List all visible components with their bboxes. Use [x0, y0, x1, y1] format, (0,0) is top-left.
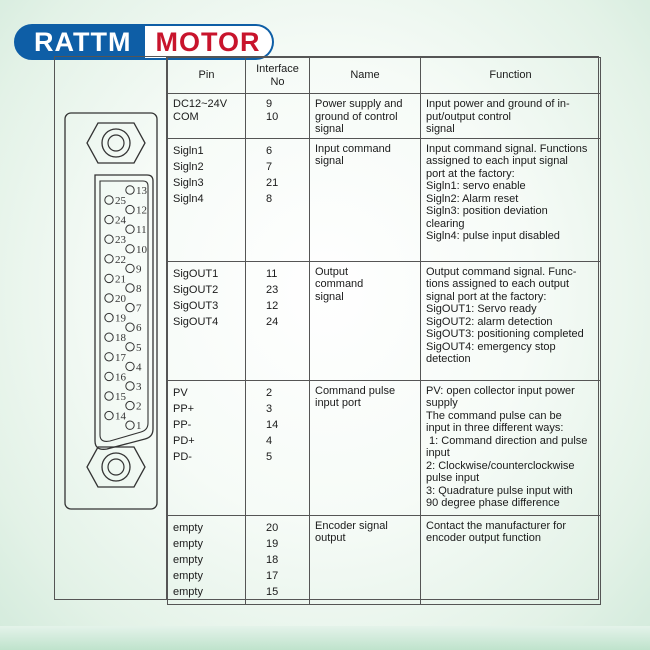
- pin-cell-item: DC12~24V: [173, 98, 228, 110]
- connector-pin-label: 24: [115, 214, 126, 227]
- function-line: pulse input: [426, 472, 480, 484]
- pin-cell-item: Sigln2: [173, 160, 204, 173]
- interface-no-cell-item: 11: [266, 267, 278, 280]
- interface-no-cell-item: 24: [266, 315, 279, 328]
- connector-pin-label: 12: [136, 204, 147, 217]
- name-cell: Input command signal: [310, 138, 421, 261]
- connector-pin-label: 8: [136, 283, 142, 295]
- connector-pin-label: 3: [136, 381, 142, 393]
- connector-pin-label: 6: [136, 322, 142, 335]
- connector-pin-label: 16: [115, 371, 126, 384]
- interface-no-cell: [246, 94, 310, 139]
- brand-logo-rattm: RATTM: [14, 24, 145, 60]
- interface-no-cell-item: 6: [266, 144, 273, 157]
- connector-pin-label: 17: [115, 351, 126, 364]
- connector-pin: [105, 333, 113, 341]
- interface-no-cell-item: 19: [266, 537, 279, 550]
- function-line: SigOUT3: positioning completed: [426, 328, 584, 340]
- connector-pin-label: 9: [136, 263, 142, 276]
- interface-no-cell-item: 20: [266, 521, 279, 534]
- connector-pin: [126, 186, 134, 194]
- interface-no-cell-item: 3: [266, 402, 273, 415]
- interface-no-cell: [246, 380, 310, 515]
- pin-cell-item: Sigln4: [173, 192, 204, 205]
- connector-pin-label: 7: [136, 302, 142, 315]
- name-cell: Encoder signal output: [310, 515, 421, 604]
- connector-pin: [105, 353, 113, 361]
- pin-cell-item: PP+: [173, 402, 195, 415]
- interface-no-cell-item: 23: [266, 283, 279, 296]
- connector-pin: [105, 294, 113, 302]
- connector-pin-label: 25: [115, 195, 126, 207]
- connector-pin: [126, 343, 134, 351]
- pin-cell-item: PD-: [173, 450, 192, 463]
- table-row: [168, 380, 601, 515]
- connector-pin: [126, 382, 134, 390]
- bottom-stripe: [0, 626, 650, 650]
- pin-cell-item: Sigln3: [173, 176, 204, 189]
- function-cell: [421, 138, 601, 261]
- function-line: Input command signal. Functions: [426, 142, 588, 155]
- name-cell: Output command signal: [310, 261, 421, 380]
- function-line: Output command signal. Func-: [426, 265, 577, 278]
- interface-no-cell-item: 18: [266, 553, 279, 566]
- function-line: put/output control: [426, 110, 512, 123]
- pin-cell-item: Sigln1: [173, 144, 204, 157]
- connector-pin: [126, 401, 134, 409]
- function-line: tions assigned to each output: [426, 278, 570, 290]
- pin-cell-item: SigOUT3: [173, 299, 219, 312]
- function-line: 3: Quadrature pulse input with: [426, 484, 573, 497]
- connector-pin: [105, 255, 113, 263]
- connector-pin: [105, 274, 113, 282]
- connector-pin: [126, 225, 134, 233]
- pin-cell-item: PD+: [173, 434, 195, 447]
- function-line: detection: [426, 353, 471, 365]
- function-cell: [421, 515, 601, 604]
- connector-pin: [105, 235, 113, 243]
- db25-connector-diagram: [55, 57, 167, 601]
- pin-cell: [168, 138, 246, 261]
- pin-cell-item: empty: [173, 521, 203, 534]
- interface-no-cell-item: 15: [266, 585, 279, 598]
- function-line: SigOUT4: emergency stop: [426, 340, 556, 353]
- pin-cell-item: SigOUT4: [173, 315, 219, 328]
- connector-pin: [126, 421, 134, 429]
- function-line: Sigln1: servo enable: [426, 180, 526, 192]
- connector-pin-label: 5: [136, 341, 142, 354]
- interface-no-cell-item: 10: [266, 111, 279, 123]
- function-line: 1: Command direction and pulse: [426, 434, 588, 447]
- function-line: supply: [426, 397, 458, 409]
- connector-pin: [105, 215, 113, 223]
- interface-no-cell-item: 17: [266, 569, 279, 582]
- function-line: Sigln2: Alarm reset: [426, 192, 519, 205]
- function-cell: [421, 380, 601, 515]
- function-line: signal port at the factory:: [426, 290, 547, 303]
- interface-no-cell: [246, 138, 310, 261]
- pin-cell-item: SigOUT1: [173, 267, 219, 280]
- connector-pin-label: 22: [115, 253, 126, 266]
- table-row: [168, 94, 601, 139]
- function-line: port at the factory:: [426, 167, 515, 180]
- connector-pin-label: 21: [115, 273, 126, 286]
- interface-no-cell: [246, 261, 310, 380]
- function-line: input in three different ways:: [426, 422, 564, 434]
- interface-no-cell-item: 8: [266, 192, 273, 205]
- connector-pin-label: 18: [115, 332, 126, 345]
- function-line: The command pulse can be: [426, 409, 562, 422]
- connector-pin-label: 15: [115, 391, 126, 403]
- function-line: assigned to each input signal: [426, 155, 568, 167]
- function-line: Sigln3: position deviation: [426, 205, 548, 217]
- connector-pin: [105, 372, 113, 380]
- interface-no-cell-item: 14: [266, 418, 279, 431]
- brand-logo-motor: MOTOR: [145, 24, 274, 60]
- interface-no-cell-item: 4: [266, 434, 273, 447]
- name-cell: Power supply and ground of control signal: [310, 94, 421, 139]
- name-cell: Command pulse input port: [310, 380, 421, 515]
- pin-cell-item: COM: [173, 111, 199, 123]
- interface-no-cell-item: 7: [266, 160, 273, 173]
- connector-pin-label: 4: [136, 361, 142, 374]
- connector-pin-label: 23: [115, 234, 126, 247]
- pinout-table: [167, 57, 601, 605]
- pin-cell: [168, 380, 246, 515]
- connector-pin-label: 14: [115, 410, 126, 423]
- connector-panel: [55, 57, 167, 599]
- connector-pin: [105, 392, 113, 400]
- pin-cell-item: empty: [173, 553, 203, 566]
- connector-pin: [126, 245, 134, 253]
- brand-logo: [14, 24, 274, 60]
- function-cell: [421, 261, 601, 380]
- function-line: clearing: [426, 217, 465, 230]
- pin-cell-item: empty: [173, 537, 203, 550]
- pin-cell-item: PP-: [173, 418, 192, 431]
- connector-pin-label: 1: [136, 420, 142, 433]
- table-row: [168, 515, 601, 604]
- interface-no-cell-item: 12: [266, 299, 279, 312]
- header-pin: Pin: [168, 58, 246, 94]
- table-row: [168, 138, 601, 261]
- connector-pin: [105, 411, 113, 419]
- pinout-frame: [54, 56, 599, 600]
- function-line: SigOUT1: Servo ready: [426, 303, 537, 315]
- function-cell: [421, 94, 601, 139]
- pin-cell-item: SigOUT2: [173, 283, 219, 296]
- pin-cell-item: empty: [173, 585, 203, 598]
- table-header-row: [168, 58, 601, 94]
- function-line: signal: [426, 123, 455, 135]
- pin-cell-item: empty: [173, 569, 203, 582]
- connector-pin: [105, 313, 113, 321]
- header-interface-no-label: Interface No: [256, 63, 299, 88]
- header-interface-no: [246, 58, 310, 94]
- function-line: input: [426, 447, 450, 459]
- function-line: SigOUT2: alarm detection: [426, 315, 553, 328]
- function-line: PV: open collector input power: [426, 384, 575, 397]
- function-line: encoder output function: [426, 532, 541, 544]
- interface-no-cell-item: 5: [266, 450, 273, 463]
- connector-pin: [126, 303, 134, 311]
- connector-pin: [105, 196, 113, 204]
- function-line: Contact the manufacturer for: [426, 519, 567, 532]
- pin-cell: [168, 261, 246, 380]
- function-line: Input power and ground of in-: [426, 98, 570, 110]
- connector-pin: [126, 205, 134, 213]
- connector-pin: [126, 362, 134, 370]
- connector-pin-label: 2: [136, 400, 142, 413]
- interface-no-cell-item: 9: [266, 98, 273, 110]
- function-line: 2: Clockwise/counterclockwise: [426, 459, 575, 472]
- connector-pin-label: 19: [115, 312, 126, 325]
- function-line: Sigln4: pulse input disabled: [426, 230, 560, 242]
- interface-no-cell-item: 21: [266, 176, 279, 189]
- interface-no-cell-item: 2: [266, 386, 273, 399]
- connector-pin: [126, 323, 134, 331]
- table-row: [168, 261, 601, 380]
- connector-pin: [126, 264, 134, 272]
- header-function: Function: [421, 58, 601, 94]
- pin-cell-item: PV: [173, 386, 188, 399]
- connector-pin-label: 13: [136, 185, 147, 197]
- pin-cell: [168, 94, 246, 139]
- interface-no-cell: [246, 515, 310, 604]
- connector-pin-label: 10: [136, 243, 147, 256]
- connector-pin-label: 20: [115, 293, 126, 305]
- function-line: 90 degree phase difference: [426, 497, 560, 509]
- header-name: Name: [310, 58, 421, 94]
- connector-pin: [126, 284, 134, 292]
- connector-pin-label: 11: [136, 224, 147, 237]
- pin-cell: [168, 515, 246, 604]
